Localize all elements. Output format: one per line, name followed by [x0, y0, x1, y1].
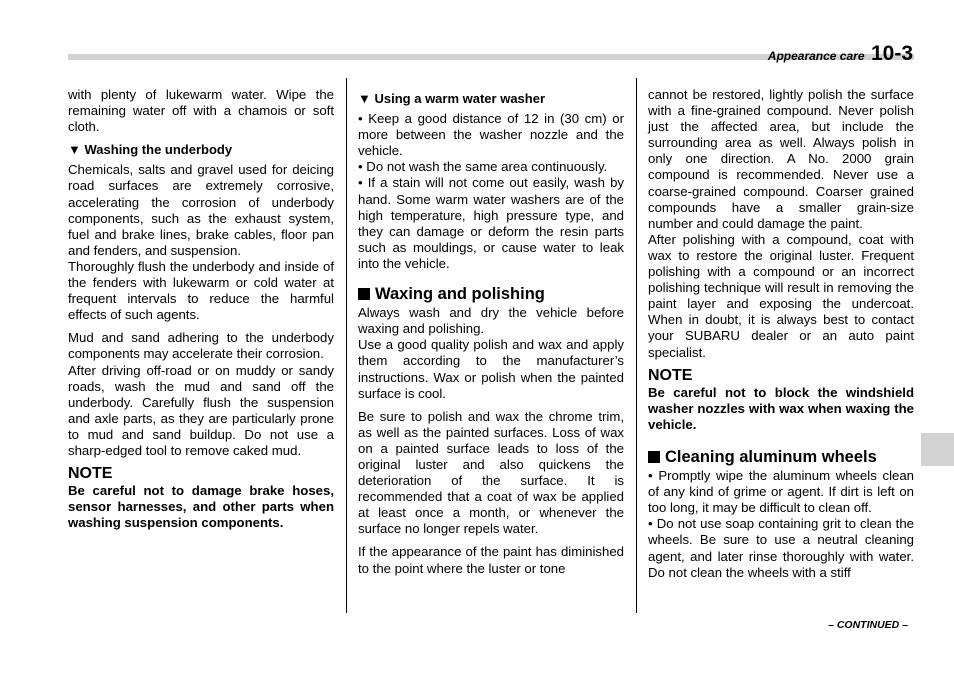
note-body: Be careful not to block the windshield washer nozzles with wax when waxing the vehicle. — [648, 384, 914, 432]
paragraph: If the appearance of the paint has diminished to the point where the luster or tone — [358, 544, 624, 576]
note-title: NOTE — [68, 465, 113, 483]
bullet-item: • Do not wash the same area continuously. — [358, 159, 608, 175]
paragraph: After polishing with a compound, coat with wax to restore the original luster. Frequent polishing with a compound or an incorrect polishing technique will result in removing the paint layer and exposing the undercoat. When in doubt, it is always best to contact your SUBARU dealer or an auto paint specialist. — [648, 231, 914, 360]
square-icon — [648, 451, 660, 463]
column-divider — [636, 78, 637, 613]
paragraph: with plenty of lukewarm water. Wipe the remaining water off with a chamois or soft cloth. — [68, 87, 334, 135]
continued-label: – CONTINUED – — [828, 619, 908, 631]
paragraph: cannot be restored, lightly polish the surface with a fine-grained compound. Never polish just the affected area, but include the surrounding area as well. Always polish in only one direction. A No. 2000 grain compound is recommended. Never use a coarse-grained compound. Coarser grained compounds have a smaller grain-size number and could damage the paint. — [648, 87, 914, 231]
page-number: 10-3 — [870, 42, 913, 65]
subheading: ▼ Washing the underbody — [68, 142, 233, 158]
bullet-icon: • — [358, 175, 363, 191]
paragraph: Be sure to polish and wax the chrome trim, as well as the painted surfaces. Loss of wax on a painted surface leads to loss of the original luster and also quickens the deterioration of the surface. It is recommended that a coat of wax be applied at least once a month, or whenever the surface no longer repels water. — [358, 408, 624, 537]
note-title: NOTE — [648, 366, 693, 384]
bullet-icon: • — [358, 111, 363, 127]
bullet-item: • If a stain will not come out easily, wash by hand. Some warm water washers are of the high temperature, high pressure type, and they can damage or deform the resin parts such as mouldings, or cause water to leak into the vehicle. — [358, 175, 624, 271]
column-2 — [358, 87, 624, 584]
paragraph: Thoroughly flush the underbody and inside of the fenders with lukewarm or cold water at frequent intervals to reduce the harmful effects of such agents. — [68, 258, 334, 323]
bullet-icon: • — [648, 468, 653, 484]
column-1 — [68, 87, 334, 531]
triangle-down-icon: ▼ — [358, 91, 371, 106]
bullet-item: • Promptly wipe the aluminum wheels clean of any kind of grime or agent. If dirt is left on too long, it may be difficult to clean off. — [648, 468, 915, 516]
bullet-icon: • — [358, 159, 363, 175]
chapter-tab — [921, 433, 954, 466]
section-heading: Cleaning aluminum wheels — [648, 449, 914, 465]
note-body: Be careful not to damage brake hoses, sensor harnesses, and other parts when washing suspension components. — [68, 483, 334, 531]
subheading: ▼ Using a warm water washer — [358, 91, 546, 106]
triangle-down-icon: ▼ — [68, 142, 81, 158]
bullet-item: • Do not use soap containing grit to clean the wheels. Be sure to use a neutral cleaning agent, and later rinse thoroughly with water. Do not clean the wheels with a stiff — [648, 516, 914, 580]
page-header — [768, 42, 913, 66]
bullet-item: • Keep a good distance of 12 in (30 cm) or more between the washer nozzle and the vehicle. — [358, 111, 624, 159]
square-icon — [358, 288, 370, 300]
paragraph: After driving off-road or on muddy or sandy roads, wash the mud and sand off the underbody. Carefully flush the suspension and axle parts, as they are particularly prone to mud and sand buildup. Do not use a sharp-edged tool to remove caked mud. — [68, 362, 334, 458]
column-divider — [346, 78, 347, 613]
paragraph: Chemicals, salts and gravel used for deicing road surfaces are extremely corrosive, accelerating the corrosion of underbody components, such as the exhaust system, fuel and brake lines, brake cables, floor pan and fenders, and suspension. — [68, 162, 334, 258]
paragraph: Mud and sand adhering to the underbody components may accelerate their corrosion. — [68, 330, 334, 362]
paragraph: Use a good quality polish and wax and apply them according to the manufacturer’s instructions. Wax or polish when the painted surface is cool. — [358, 337, 624, 401]
bullet-icon: • — [648, 516, 653, 532]
section-title: Appearance care — [767, 49, 865, 63]
section-heading: Waxing and polishing — [358, 286, 624, 302]
paragraph: Always wash and dry the vehicle before waxing and polishing. — [358, 305, 624, 337]
column-3 — [648, 87, 914, 588]
